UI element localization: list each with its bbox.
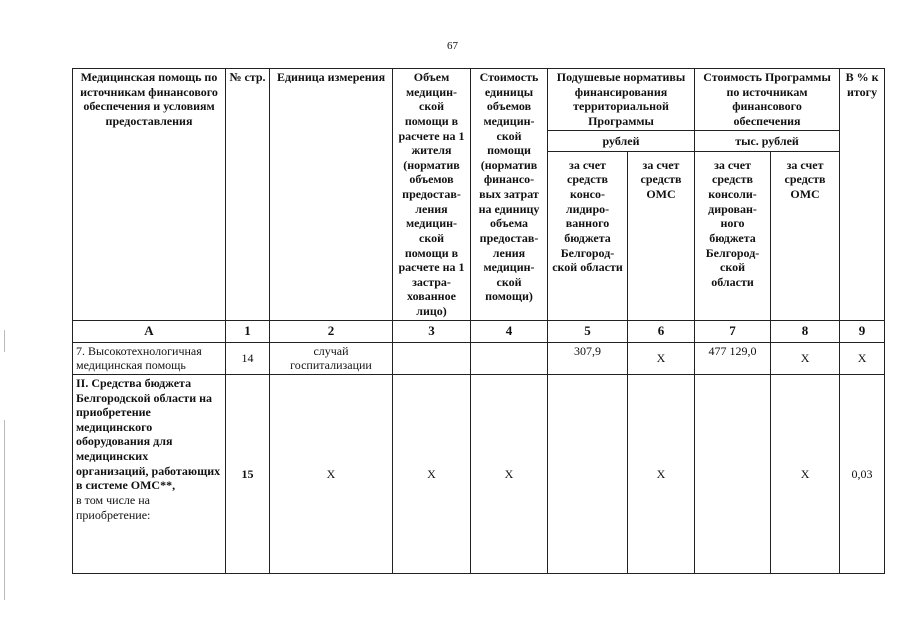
header-col-a: Медицинская помощь по источникам финансового обеспечения и условиям предоставления: [73, 69, 226, 321]
column-letter: 3: [393, 320, 471, 342]
header-col-7: за счет средств консоли-дирован-ного бюджета Белгород-ской области: [695, 151, 771, 320]
header-group-7-8: Стоимость Программы по источникам финансового обеспечения: [695, 69, 840, 131]
row-percent: 0,03: [840, 374, 885, 573]
table-row: [73, 374, 885, 573]
column-letter: 5: [548, 320, 628, 342]
row-unit: случай госпитализации: [270, 342, 393, 374]
header-col-9: В % к итогу: [840, 69, 885, 321]
row-name: 7. Высокотехнологичная медицинская помощь: [73, 342, 226, 374]
row-per-capita-budget: [548, 374, 628, 573]
row-name-bold: II. Средства бюджета Белгородской области на приобретение медицинского оборудования для медицинских организаций, работающих в системе ОМС**,: [76, 375, 221, 493]
column-letter: 7: [695, 320, 771, 342]
header-col-4: Стоимость единицы объемов медицин-ской помощи (норматив финансо-вых затрат на единицу объема предостав-ления медицин-ской помощи): [471, 69, 548, 321]
row-unit-cost: [471, 342, 548, 374]
header-row: [73, 69, 885, 131]
header-unit-7-8: тыс. рублей: [695, 130, 840, 151]
column-letter: 4: [471, 320, 548, 342]
row-name-tail: в том числе на приобретение:: [76, 492, 151, 522]
header-unit-5-6: рублей: [548, 130, 695, 151]
header-col-3: Объем медицин-ской помощи в расчете на 1 жителя (норматив объемов предостав-ления медицин-ской помощи в расчете на 1 застра-хованное лицо): [393, 69, 471, 321]
row-cost-budget: [695, 374, 771, 573]
page-number: 67: [447, 40, 458, 52]
column-letter: 1: [226, 320, 270, 342]
row-name: [73, 374, 226, 573]
table-row: [73, 342, 885, 374]
header-col-2: Единица измерения: [270, 69, 393, 321]
header-col-8: за счет средств ОМС: [771, 151, 840, 320]
program-cost-table: [72, 68, 885, 574]
row-line-number: 14: [226, 342, 270, 374]
row-unit-cost: Х: [471, 374, 548, 573]
row-per-capita-oms: Х: [628, 342, 695, 374]
row-line-number: 15: [226, 374, 270, 573]
row-per-capita-budget: 307,9: [548, 342, 628, 374]
column-letter: А: [73, 320, 226, 342]
row-cost-oms: Х: [771, 374, 840, 573]
column-letter: 8: [771, 320, 840, 342]
row-volume: [393, 342, 471, 374]
column-letters-row: [73, 320, 885, 342]
header-col-5: за счет средств консо-лидиро-ванного бюджета Белгород-ской области: [548, 151, 628, 320]
row-percent: Х: [840, 342, 885, 374]
row-cost-oms: Х: [771, 342, 840, 374]
header-group-5-6: Подушевые нормативы финансирования территориальной Программы: [548, 69, 695, 131]
row-unit: Х: [270, 374, 393, 573]
column-letter: 6: [628, 320, 695, 342]
scan-edge-mark: [4, 330, 5, 352]
header-col-1: № стр.: [226, 69, 270, 321]
row-cost-budget: 477 129,0: [695, 342, 771, 374]
header-col-6: за счет средств ОМС: [628, 151, 695, 320]
row-per-capita-oms: Х: [628, 374, 695, 573]
column-letter: 9: [840, 320, 885, 342]
column-letter: 2: [270, 320, 393, 342]
row-volume: Х: [393, 374, 471, 573]
scan-edge-mark: [4, 420, 5, 600]
